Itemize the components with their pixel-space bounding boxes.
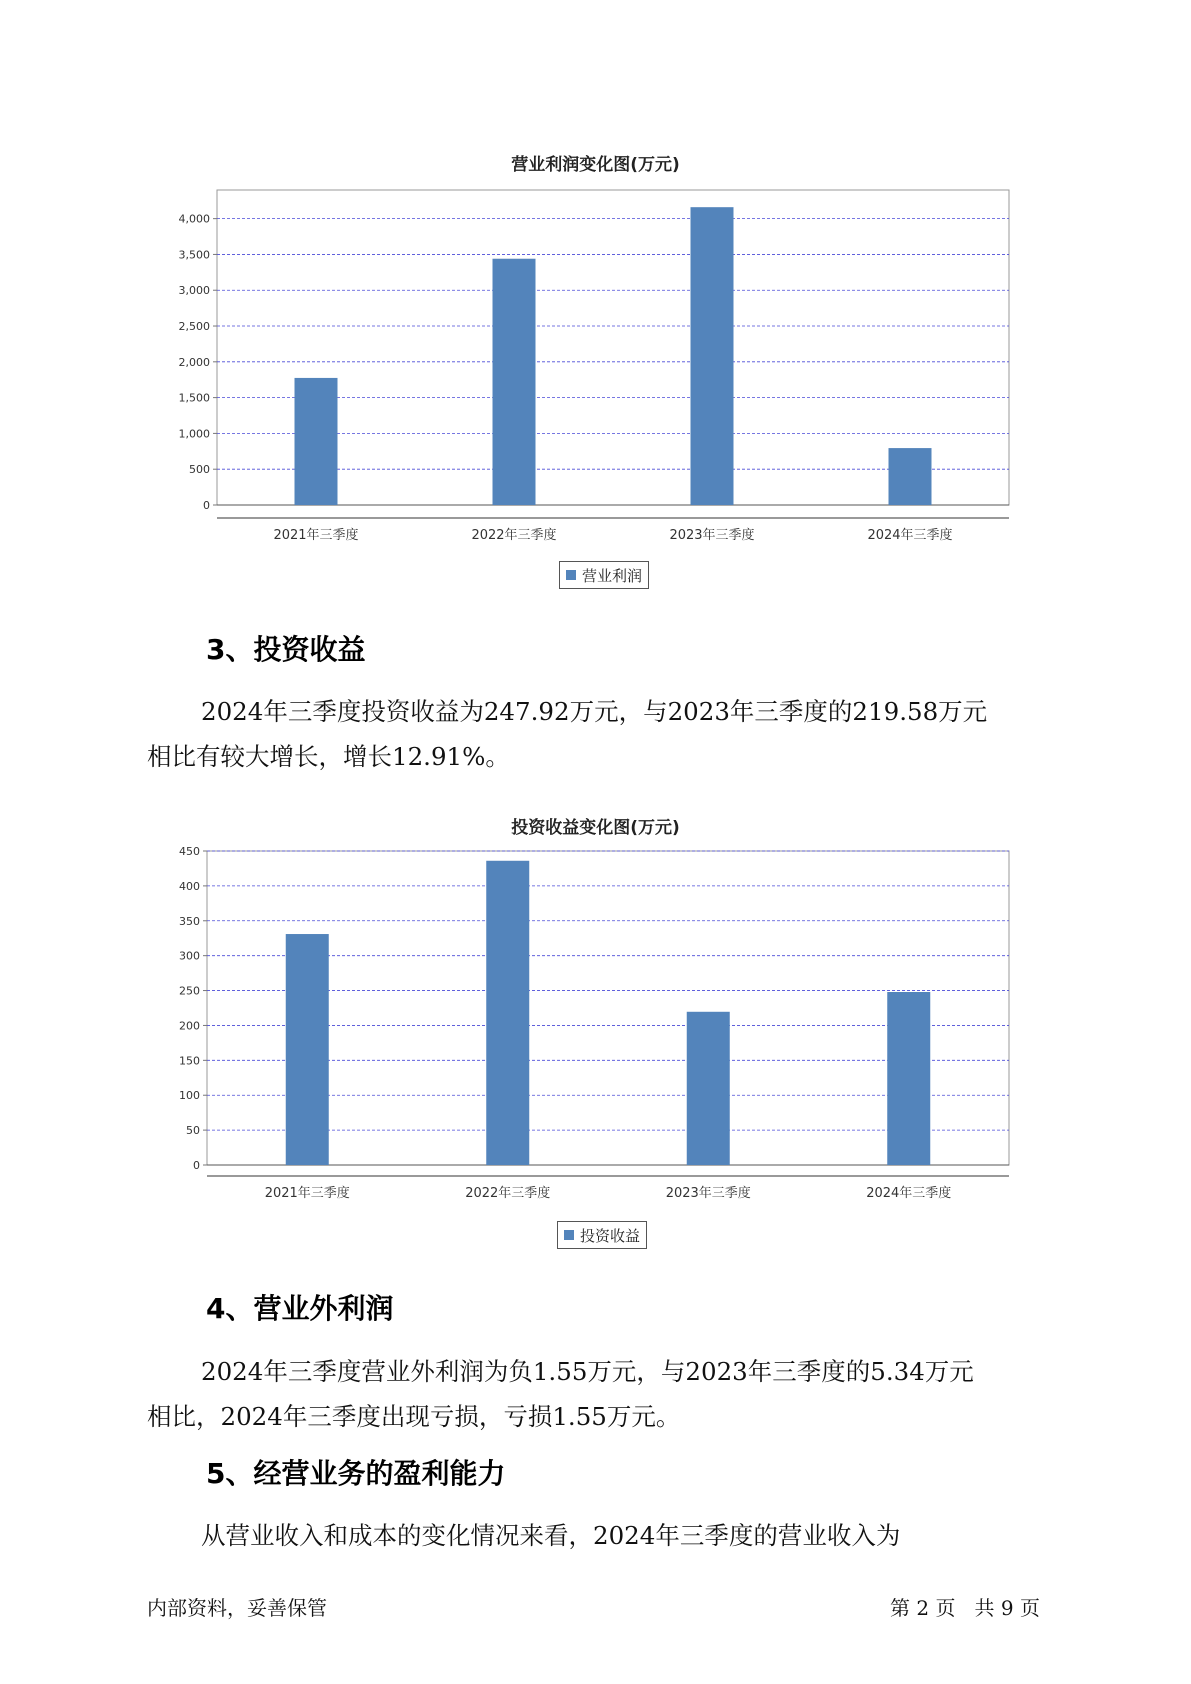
chart2-y-tick-label: 400 xyxy=(179,879,200,893)
chart2-y-tick-label: 450 xyxy=(179,845,200,858)
chart2-bar xyxy=(286,934,329,1165)
chart1-y-tick-label: 3,500 xyxy=(178,248,210,262)
section5-line-1: 从营业收入和成本的变化情况来看，2024年三季度的营业收入为 xyxy=(201,1521,901,1550)
chart1-y-tick-label: 4,000 xyxy=(178,212,210,226)
chart1-y-tick-label: 500 xyxy=(189,463,210,477)
chart2-y-tick-label: 200 xyxy=(179,1019,200,1033)
chart1-y-tick-label: 2,500 xyxy=(178,320,210,334)
section3-line-2: 相比有较大增长，增长12.91%。 xyxy=(147,742,510,771)
chart2-x-tick-label: 2023年三季度 xyxy=(665,1186,751,1201)
section5-heading: 5、经营业务的盈利能力 xyxy=(206,1457,506,1490)
chart1-y-tick-label: 2,000 xyxy=(178,355,210,369)
chart1-y-tick-label: 1,000 xyxy=(178,427,210,441)
section4-paragraph xyxy=(147,1349,1047,1439)
section5-paragraph xyxy=(147,1513,1047,1558)
chart2-legend-label: 投资收益 xyxy=(580,1226,641,1245)
chart1-y-tick-label: 1,500 xyxy=(178,391,210,405)
chart2-y-tick-label: 350 xyxy=(179,914,200,928)
chart1-y-tick-label: 0 xyxy=(203,499,210,512)
section3-heading: 3、投资收益 xyxy=(206,633,366,666)
chart1-y-tick-label: 3,000 xyxy=(178,284,210,298)
chart2-legend xyxy=(557,1221,647,1249)
chart1-x-tick-label: 2023年三季度 xyxy=(669,528,755,543)
chart2-x-tick-label: 2024年三季度 xyxy=(866,1186,952,1201)
chart2-bar xyxy=(486,861,529,1165)
chart2-y-tick-label: 300 xyxy=(179,949,200,963)
section4-heading: 4、营业外利润 xyxy=(206,1292,394,1325)
chart1-legend-label: 营业利润 xyxy=(582,566,643,585)
chart2-y-tick-label: 150 xyxy=(179,1054,200,1068)
chart2-y-tick-label: 0 xyxy=(193,1159,200,1172)
chart2-y-tick-label: 100 xyxy=(179,1089,200,1103)
chart2-y-tick-label: 50 xyxy=(186,1124,200,1138)
chart1-x-tick-label: 2022年三季度 xyxy=(471,528,557,543)
chart1-x-tick-label: 2024年三季度 xyxy=(867,528,953,543)
section4-line-2: 相比，2024年三季度出现亏损，亏损1.55万元。 xyxy=(147,1402,681,1431)
chart2-x-tick-label: 2021年三季度 xyxy=(264,1186,350,1201)
chart1-x-tick-label: 2021年三季度 xyxy=(273,528,359,543)
chart1-title: 营业利润变化图(万元) xyxy=(511,155,680,175)
section4-line-1: 2024年三季度营业外利润为负1.55万元，与2023年三季度的5.34万元 xyxy=(201,1357,974,1386)
chart2-y-tick-label: 250 xyxy=(179,984,200,998)
chart2-bar xyxy=(887,992,930,1165)
chart2-x-tick-label: 2022年三季度 xyxy=(465,1186,551,1201)
footer-page-number: 第 2 页 共 9 页 xyxy=(890,1596,1040,1620)
section3-line-1: 2024年三季度投资收益为247.92万元，与2023年三季度的219.58万元 xyxy=(201,697,988,726)
legend-swatch-icon xyxy=(564,1230,574,1240)
footer-confidential: 内部资料，妥善保管 xyxy=(147,1596,327,1620)
chart2-title: 投资收益变化图(万元) xyxy=(511,818,680,838)
chart2-bar xyxy=(687,1012,730,1165)
